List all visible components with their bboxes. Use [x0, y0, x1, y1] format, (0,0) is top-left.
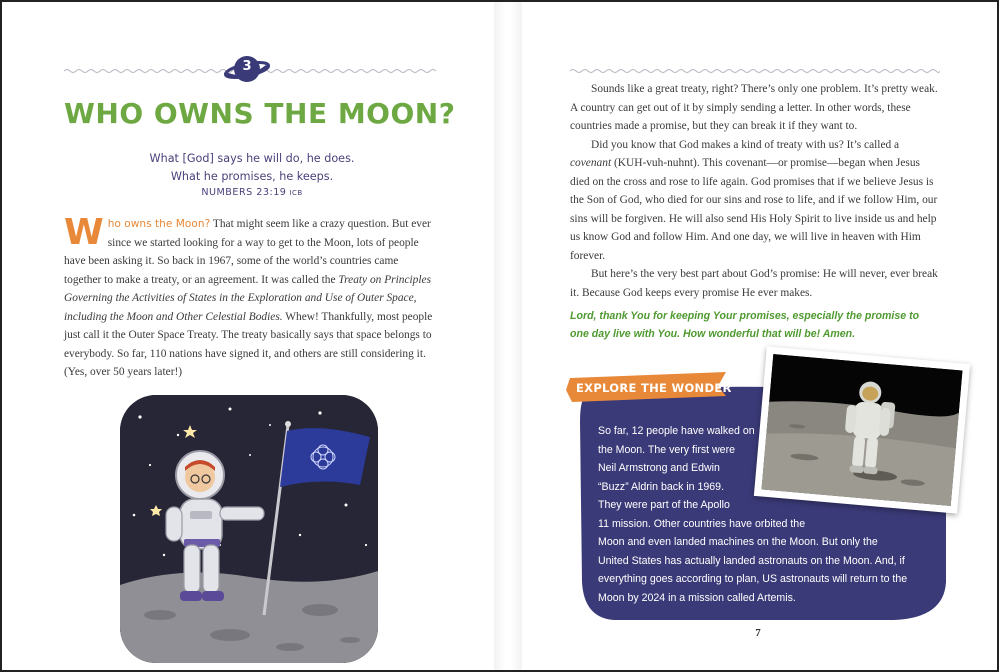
- text-line: Moon and even landed machines on the Moon. But only the: [598, 536, 878, 548]
- paragraph-text: Did you know that God makes a kind of treaty with us? It’s called a: [591, 138, 900, 151]
- text-line: Moon by 2024 in a mission called Artemis.: [598, 591, 796, 604]
- right-page: [522, 2, 997, 670]
- explore-the-wonder-label: EXPLORE THE WONDER: [576, 381, 732, 395]
- astronaut-illustration: [120, 395, 378, 663]
- book-gutter: [494, 2, 522, 670]
- verse-line: What [God] says he will do, he does.: [149, 152, 355, 165]
- verse-translation: ICB: [289, 189, 303, 197]
- text-line: So far, 12 people have walked on: [598, 425, 755, 437]
- treaty-name: Treaty on Principles Governing the Activities of States in the Exploration and Use of Outer Space, including the Moon and Other Celestial Bodies.: [64, 273, 432, 323]
- chapter-title: WHO OWNS THE MOON?: [64, 97, 456, 130]
- page-number: 7: [755, 627, 761, 639]
- wavy-rule-divider: [570, 68, 940, 74]
- left-page: [2, 2, 494, 670]
- verse-reference: [72, 187, 432, 198]
- scripture-verse: [72, 150, 432, 186]
- verse-line: What he promises, he keeps.: [170, 170, 334, 183]
- text-line: United States has actually landed astronauts on the Moon. And, if: [598, 554, 905, 567]
- planet-badge-icon: [224, 52, 270, 88]
- paragraph: [570, 136, 940, 266]
- text-line: “Buzz” Aldrin back in 1969.: [598, 480, 725, 493]
- paragraph: Sounds like a great treaty, right? There’s only one problem. It’s pretty weak. A country can get out of it by simply sending a letter. In other words, these countries made a promise, but they can break it if they want to.: [570, 83, 938, 132]
- apollo-moonwalk-photo: [754, 346, 970, 513]
- text-line: They were part of the Apollo: [598, 499, 730, 511]
- prayer-text: Lord, thank You for keeping Your promises, especially the promise to one day live with You. How wonderful that will be! Amen.: [570, 310, 920, 340]
- main-text: [570, 80, 940, 302]
- text-line: 11 mission. Other countries have orbited the: [598, 517, 806, 530]
- paragraph: But here’s the very best part about God’s promise: He will never, ever break it. Because God keeps every promise He ever makes.: [570, 268, 938, 299]
- paragraph-text: (KUH-vuh-nuhnt). This covenant—or promise—began when Jesus died on the cross and rose to life again. God promises that if we believe Jesus is the Son of God, who died for our sins and rose to life, and if we follow Him, our sins will be forgiven. He will also send His Holy Spirit to live inside us and help us know God and follow Him. And one day, we will live in heaven with Him forever.: [570, 157, 938, 262]
- drop-cap: W: [64, 212, 104, 253]
- intro-text-end: Whew! Thankfully, most people just call it the Outer Space Treaty. The treaty basically says that space belongs to everybody. So far, 110 nations have signed it, and others are still considering it. (Yes, over 50 years later!): [64, 310, 433, 378]
- explore-the-wonder-banner: [566, 372, 732, 402]
- lead-in: ho owns the Moon?: [107, 218, 211, 230]
- text-line: everything goes according to plan, US astronauts will return to the: [598, 573, 908, 585]
- chapter-number: 3: [242, 59, 252, 74]
- intro-text: That might seem like a crazy question. But ever since we started looking for a way to get to the Moon, lots of people have been asking it. So back in 1967, some of the world’s countries came together to make a treaty, or an agreement. It was called the: [64, 218, 431, 286]
- covenant-term: covenant: [570, 157, 612, 169]
- intro-paragraph: [64, 212, 436, 382]
- text-line: the Moon. The very first were: [598, 443, 735, 456]
- verse-reference-text: NUMBERS 23:19: [201, 187, 287, 198]
- text-line: Neil Armstrong and Edwin: [598, 462, 720, 474]
